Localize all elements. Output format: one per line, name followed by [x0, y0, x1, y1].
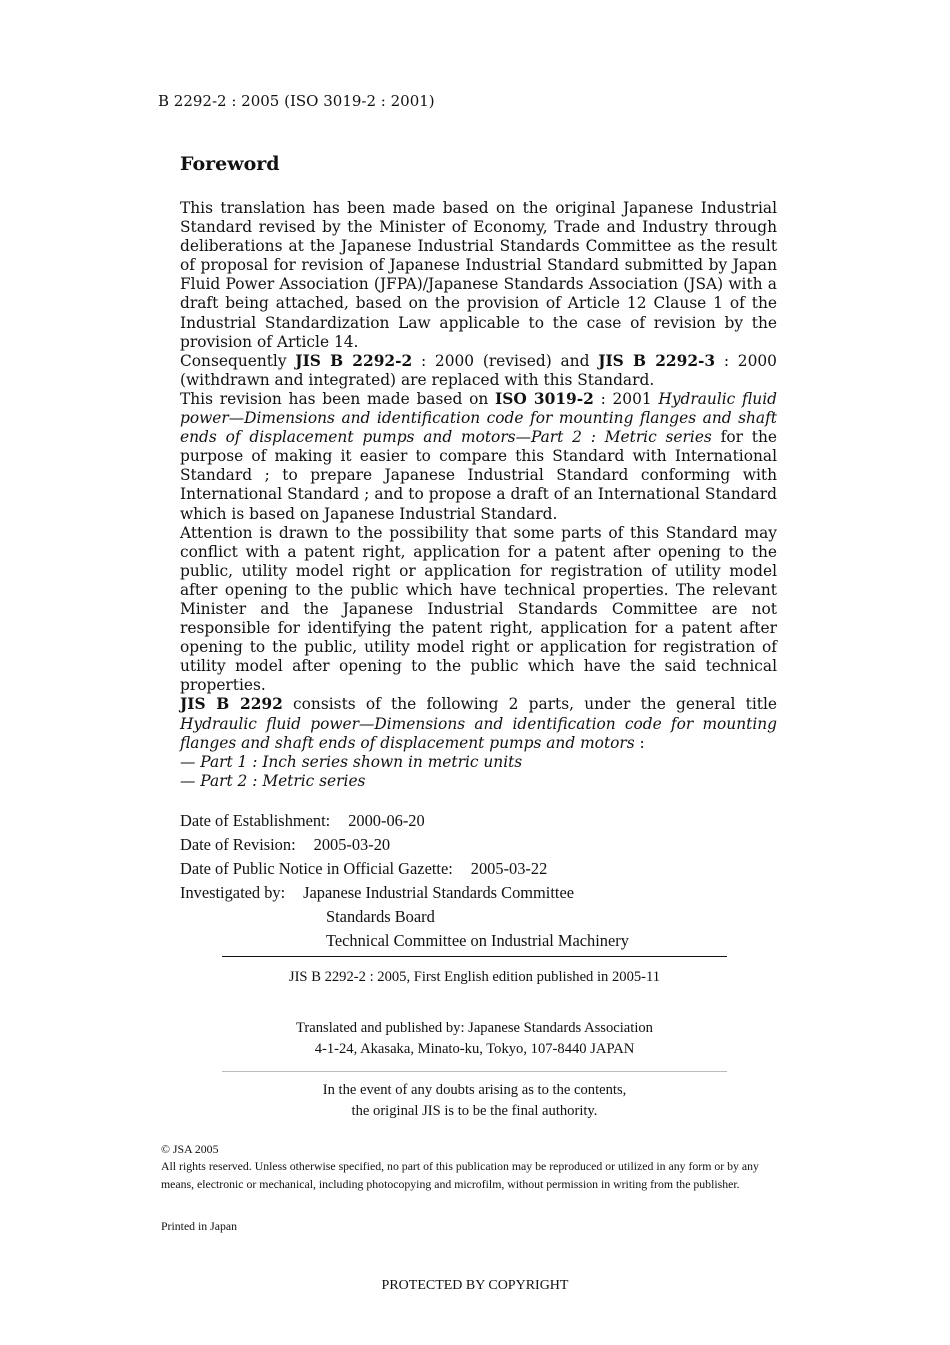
investigated-by: Investigated by: Japanese Industrial Standards Committee — [180, 883, 574, 902]
authority-line: the original JIS is to be the final authority. — [351, 1103, 598, 1119]
publisher-address: 4-1-24, Akasaka, Minato-ku, Tokyo, 107-8440 JAPAN — [314, 1041, 635, 1057]
date-public-notice: Date of Public Notice in Official Gazette: 2005-03-22 — [180, 859, 548, 878]
paragraph-patent-notice: Attention is drawn to the possibility that some parts of this Standard may conflict with a patent right, application for a patent after opening to the public, utility model right or application for registration of utility model after opening to the public which have technical properties. The relevant Minister and the Japanese Industrial Standards Committee are not responsible for identifying the patent right, application for a patent after opening to the public, utility model right or application for registration of utility model after opening to the public which have the said technical properties. — [180, 523, 777, 695]
copyright-block — [161, 1141, 781, 1193]
standard-title: Hydraulic fluid power—Dimensions and identification code for mounting flanges and shaft ends of displacement pumps and motors — [180, 714, 777, 752]
standard-ref: JIS B 2292-2 — [295, 351, 413, 370]
standard-title: Hydraulic fluid power—Dimensions and identification code for mounting flanges and shaft ends of displacement pumps and motors—Part 2 : Metric series — [180, 389, 777, 447]
part-item: — Part 1 : Inch series shown in metric units — [180, 752, 523, 771]
paragraph-translation-basis: This translation has been made based on the original Japanese Industrial Standard revised by the Minister of Economy, Trade and Industry through deliberations at the Japanese Industrial Standards Committee as the result of proposal for revision of Japanese Industrial Standard submitted by Japan Fluid Power Association (JFPA)/Japanese Standards Association (JSA) with a draft being attached, based on the provision of Article 12 Clause 1 of the Industrial Standardization Law applicable to the case of revision by the provision of Article 14. — [180, 199, 777, 351]
divider — [222, 1071, 727, 1072]
authority-line: In the event of any doubts arising as to the contents, — [322, 1082, 627, 1098]
page-title: Foreword — [180, 153, 280, 175]
divider — [222, 956, 727, 957]
paragraph-parts: JIS B 2292 consists of the following 2 parts, under the general title Hydraulic fluid power—Dimensions and identification code for mounting flanges and shaft ends of displacement pumps and motors : — [180, 695, 778, 752]
paragraph-revision-basis: This revision has been made based on ISO 3019-2 : 2001 Hydraulic fluid power—Dimensions and identification code for mounting flanges and shaft ends of displacement pumps and motors—Part 2 : Metric series for the purpose of making it easier to compare this Standard with International Standard ; to prepare Japanese Industrial Standard conforming with International Standard ; and to propose a draft of an International Standard which is based on Japanese Industrial Standard. — [180, 389, 777, 523]
footer-copyright: PROTECTED BY COPYRIGHT — [381, 1278, 569, 1293]
standard-ref: JIS B 2292 — [180, 695, 283, 714]
document-header: B 2292-2 : 2005 (ISO 3019-2 : 2001) — [158, 92, 435, 110]
paragraph-replacement: Consequently JIS B 2292-2 : 2000 (revised) and JIS B 2292-3 : 2000 (withdrawn and integrated) are replaced with this Standard. — [180, 351, 777, 389]
standard-ref: JIS B 2292-3 — [598, 351, 716, 370]
part-item: — Part 2 : Metric series — [180, 771, 366, 790]
foreword-body — [180, 199, 777, 791]
standard-ref: ISO 3019-2 — [495, 389, 594, 408]
date-establishment: Date of Establishment: 2000-06-20 — [180, 811, 425, 830]
printed-in: Printed in Japan — [161, 1219, 238, 1233]
edition-line: JIS B 2292-2 : 2005, First English edition published in 2005-11 — [288, 969, 661, 985]
investigated-line: Standards Board — [326, 907, 435, 926]
publisher-line: Translated and published by: Japanese Standards Association — [296, 1020, 653, 1036]
rights-notice: All rights reserved. Unless otherwise specified, no part of this publication may be reproduced or utilized in any form or by any means, electronic or mechanical, including photocopying and microfilm, without permission in writing from the publisher. — [161, 1159, 759, 1191]
date-revision: Date of Revision: 2005-03-20 — [180, 835, 391, 854]
investigated-line: Technical Committee on Industrial Machinery — [326, 931, 629, 950]
copyright-mark: © JSA 2005 — [161, 1142, 219, 1156]
dates-block — [180, 809, 629, 953]
